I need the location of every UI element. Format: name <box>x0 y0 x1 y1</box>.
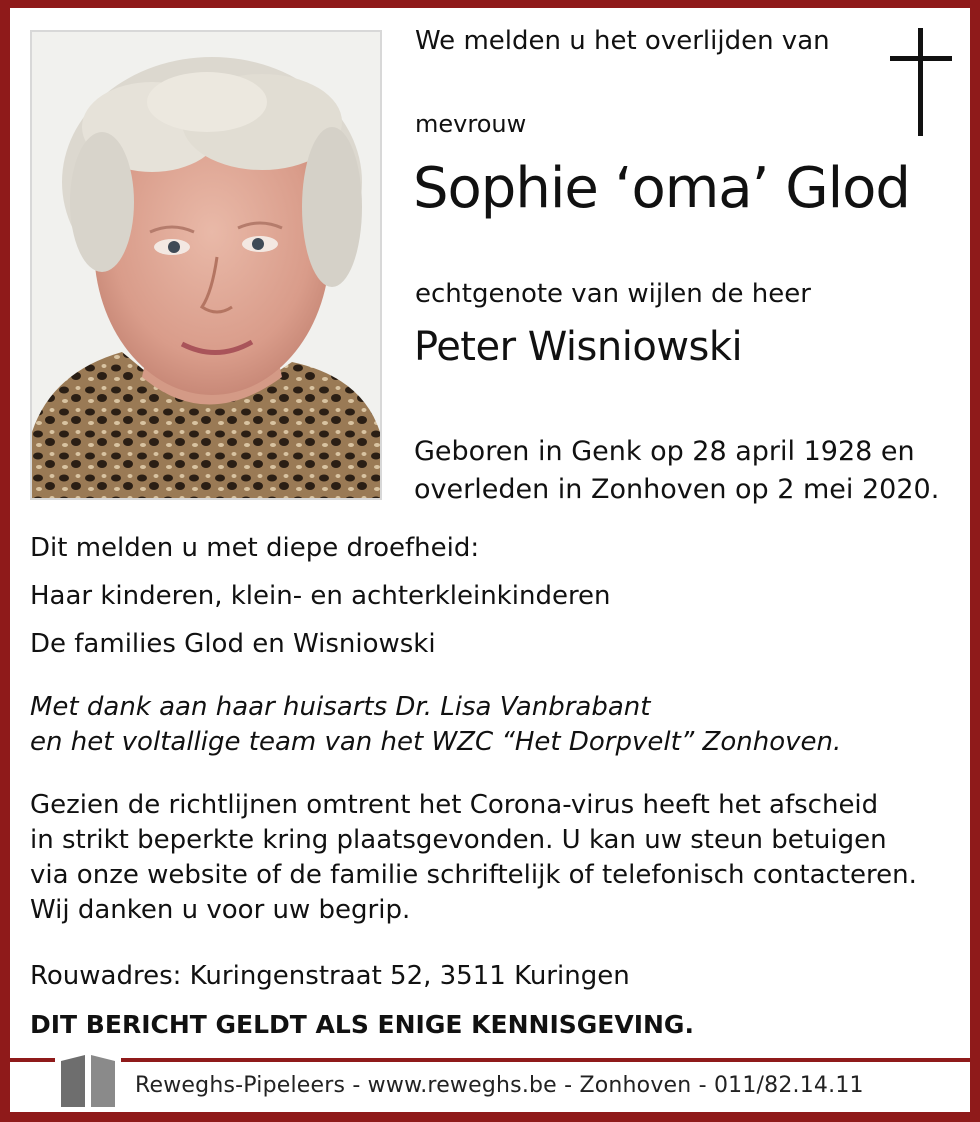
family-announce: Dit melden u met diepe droefheid: <box>30 533 480 563</box>
corona-paragraph <box>30 788 917 928</box>
deceased-title: mevrouw <box>415 110 527 138</box>
funeral-home-contact: Reweghs-Pipeleers - www.reweghs.be - Zonhoven - 011/82.14.11 <box>135 1073 864 1098</box>
life-dates <box>414 433 939 509</box>
footer-divider <box>10 1058 970 1062</box>
birth-line: Geboren in Genk op 28 april 1928 en <box>414 436 915 467</box>
corona-line: via onze website of de familie schriftelijk of telefonisch contacteren. <box>30 860 917 890</box>
spouse-intro: echtgenote van wijlen de heer <box>415 279 811 309</box>
corona-line: Wij danken u voor uw begrip. <box>30 895 411 925</box>
announcement-intro: We melden u het overlijden van <box>415 26 830 56</box>
corona-line: in strikt beperkte kring plaatsgevonden. U kan uw steun betuigen <box>30 825 887 855</box>
corona-line: Gezien de richtlijnen omtrent het Corona-virus heeft het afscheid <box>30 790 879 820</box>
portrait-photo <box>30 30 382 500</box>
cross-icon <box>890 28 952 136</box>
thanks-line: Met dank aan haar huisarts Dr. Lisa Vanbrabant <box>30 692 651 722</box>
official-notice: DIT BERICHT GELDT ALS ENIGE KENNISGEVING. <box>30 1010 694 1039</box>
family-line-children: Haar kinderen, klein- en achterkleinkinderen <box>30 581 611 611</box>
family-line-families: De families Glod en Wisniowski <box>30 629 436 659</box>
death-line: overleden in Zonhoven op 2 mei 2020. <box>414 474 940 505</box>
thanks-paragraph <box>30 690 841 760</box>
funeral-home-logo-icon <box>55 1051 121 1109</box>
mourning-address: Rouwadres: Kuringenstraat 52, 3511 Kuringen <box>30 961 630 991</box>
deceased-name: Sophie ‘oma’ Glod <box>413 156 910 221</box>
spouse-name: Peter Wisniowski <box>414 324 743 370</box>
thanks-line: en het voltallige team van het WZC “Het Dorpvelt” Zonhoven. <box>30 727 842 757</box>
